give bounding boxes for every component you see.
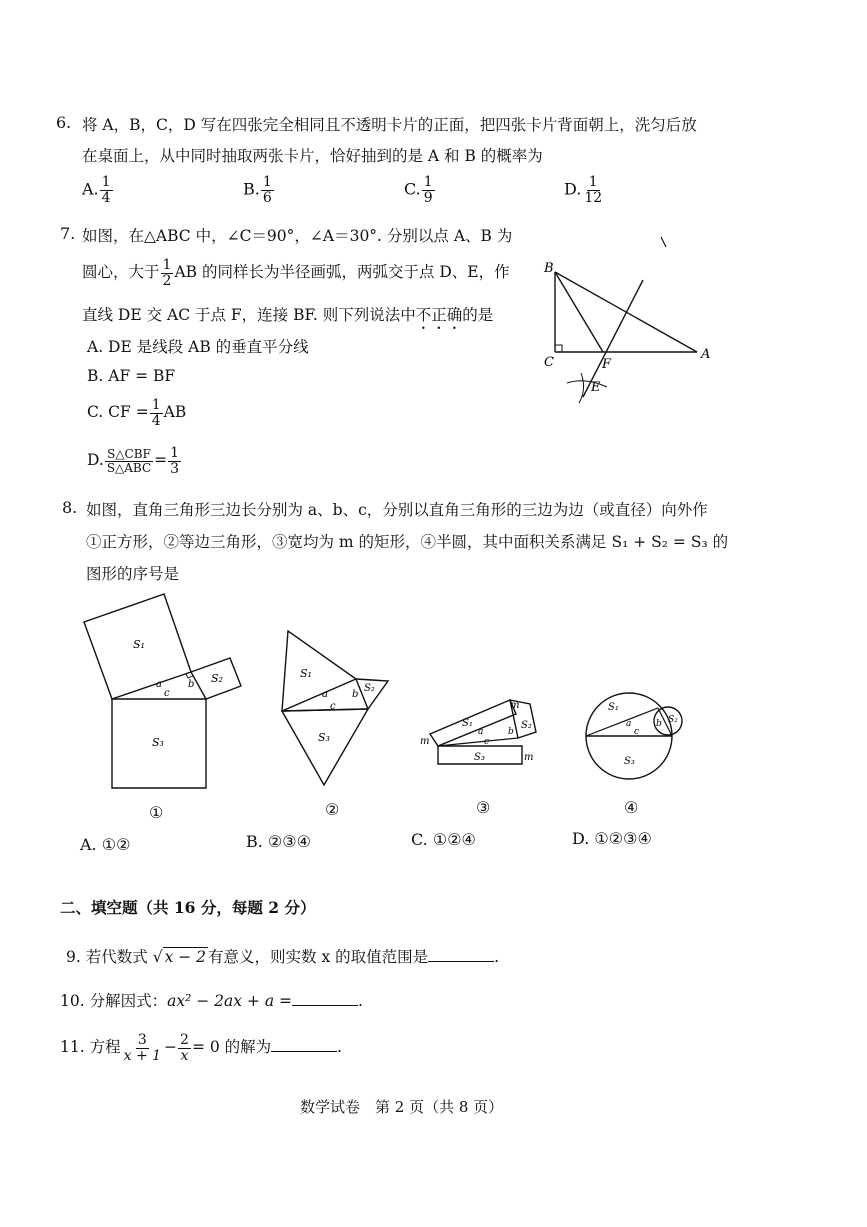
q7-option-d-den: S△ABC bbox=[106, 460, 152, 475]
q10-text-a: 分解因式： bbox=[89, 992, 168, 1010]
fig3-c: c bbox=[484, 737, 490, 747]
q8-option-b: B. ②③④ bbox=[246, 832, 311, 851]
fig4-a: a bbox=[626, 719, 632, 729]
q9-end: . bbox=[494, 948, 500, 966]
q7-option-c bbox=[87, 398, 186, 428]
q8-option-d: D. ①②③④ bbox=[572, 829, 652, 848]
q6-option-a bbox=[82, 175, 114, 205]
q8-line1: 如图，直角三角形三边长分别为 a、b、c，分别以直角三角形的三边为边（或直径）向外作 bbox=[86, 501, 708, 519]
q7-option-c-den: 4 bbox=[151, 412, 161, 429]
q6-option-d-num: 1 bbox=[588, 174, 598, 190]
q7-option-d-num: S△CBF bbox=[107, 447, 151, 462]
fig1-s3: S₃ bbox=[152, 736, 164, 749]
fig3-s1: S₁ bbox=[462, 718, 473, 729]
fig1-s1: S₁ bbox=[133, 638, 145, 651]
q6-option-d bbox=[564, 175, 605, 205]
q9-radicand: x − 2 bbox=[164, 948, 207, 966]
q7-option-c-a: C. CF = bbox=[87, 403, 149, 422]
fig2-s3: S₃ bbox=[318, 731, 330, 744]
q6-option-b-num: 1 bbox=[262, 174, 272, 190]
q9-text-a: 若代数式 bbox=[85, 948, 148, 966]
q8-number: 8. bbox=[62, 498, 78, 517]
q6-option-b bbox=[243, 175, 275, 205]
q10 bbox=[60, 989, 363, 1011]
fig3-s2: S₂ bbox=[521, 720, 532, 731]
q8-fig-label-4: ④ bbox=[624, 798, 639, 817]
q7-arc-e1 bbox=[567, 381, 607, 387]
q8-option-c: C. ①②④ bbox=[411, 830, 476, 849]
fig3-a: a bbox=[478, 727, 484, 737]
q8-fig-label-2: ② bbox=[325, 800, 340, 819]
q7-arc-e2 bbox=[579, 373, 584, 403]
q7-line-bf bbox=[555, 272, 603, 352]
fig1-a: a bbox=[156, 679, 162, 690]
q7-number: 7. bbox=[60, 224, 76, 243]
fig2-s2: S₂ bbox=[364, 683, 375, 694]
q7-option-d-label: D. bbox=[87, 451, 104, 470]
q7-right-angle-mark bbox=[555, 345, 562, 352]
fig4-s3: S₃ bbox=[624, 756, 635, 767]
q7-option-d bbox=[87, 446, 182, 476]
q7-label-a: A bbox=[701, 347, 711, 362]
fig3-b: b bbox=[508, 727, 514, 737]
q11-number: 11. bbox=[60, 1038, 85, 1057]
q7-line3-b: 的是 bbox=[462, 306, 494, 324]
q7-line2-den: 2 bbox=[162, 272, 172, 289]
q8-figure-1 bbox=[80, 588, 250, 793]
fig3-hyp bbox=[438, 738, 518, 746]
fig1-c: c bbox=[164, 688, 170, 699]
q11-text-b: = 0 的解为 bbox=[191, 1038, 272, 1057]
q11-f2-den: x bbox=[180, 1047, 189, 1064]
fig2-s1: S₁ bbox=[300, 667, 312, 680]
fig2-hyp bbox=[282, 709, 368, 711]
q11-end: . bbox=[337, 1038, 343, 1057]
q8-fig-label-1: ① bbox=[149, 803, 164, 822]
q7-line2 bbox=[82, 258, 510, 288]
q7-label-f: F bbox=[602, 357, 612, 372]
q7-option-d-rden: 3 bbox=[170, 460, 180, 477]
q7-option-b: B. AF = BF bbox=[87, 367, 176, 385]
q7-label-b: B bbox=[544, 261, 554, 276]
q7-option-c-b: AB bbox=[163, 403, 187, 422]
q9-answer-blank[interactable] bbox=[428, 947, 494, 962]
q6-option-c bbox=[404, 175, 436, 205]
page-footer: 数学试卷 第 2 页（共 8 页） bbox=[300, 1098, 504, 1116]
q7-line2-a: 圆心，大于 bbox=[82, 263, 160, 282]
q11-f2-num: 2 bbox=[180, 1032, 189, 1048]
fig3-m-right: m bbox=[524, 752, 534, 763]
q11 bbox=[60, 1033, 342, 1063]
q7-option-d-eq: = bbox=[154, 451, 168, 470]
q6-option-a-num: 1 bbox=[101, 174, 111, 190]
q7-label-c: C bbox=[544, 355, 554, 370]
q7-line1: 如图，在△ABC 中，∠C＝90°，∠A＝30°. 分别以点 A、B 为 bbox=[82, 227, 513, 245]
section-2-heading: 二、填空题（共 16 分，每题 2 分） bbox=[60, 898, 316, 917]
q7-line3-a: 直线 DE 交 AC 于点 F，连接 BF. 则下列说法中 bbox=[82, 306, 416, 324]
q7-line2-b: AB 的同样长为半径画弧，两弧交于点 D、E，作 bbox=[174, 263, 510, 282]
q10-number: 10. bbox=[60, 992, 85, 1010]
fig4-s1: S₁ bbox=[608, 702, 619, 713]
q7-line2-num: 1 bbox=[162, 257, 172, 273]
q11-minus: − bbox=[164, 1038, 178, 1057]
q11-f1-num: 3 bbox=[137, 1032, 147, 1048]
q7-option-a: A. DE 是线段 AB 的垂直平分线 bbox=[87, 338, 309, 356]
q6-line1: 将 A，B，C，D 写在四张完全相同且不透明卡片的正面，把四张卡片背面朝上，洗匀后放 bbox=[82, 116, 697, 134]
fig1-s2: S₂ bbox=[211, 672, 223, 685]
fig3-m-top: m bbox=[510, 700, 520, 711]
q7-triangle-figure bbox=[535, 225, 720, 410]
q6-number: 6. bbox=[56, 113, 72, 132]
q6-line2: 在桌面上，从中同时抽取两张卡片，恰好抽到的是 A 和 B 的概率为 bbox=[82, 147, 543, 165]
q11-text-a: 方程 bbox=[89, 1038, 121, 1057]
q11-f1-den: x + 1 bbox=[123, 1047, 162, 1064]
q10-end: . bbox=[358, 992, 363, 1010]
q8-fig-label-3: ③ bbox=[476, 798, 491, 817]
q7-label-e: E bbox=[591, 380, 601, 395]
q6-option-c-den: 9 bbox=[423, 189, 433, 206]
q7-option-c-num: 1 bbox=[151, 397, 161, 413]
q8-figure-4 bbox=[578, 670, 708, 795]
q8-line2: ①正方形，②等边三角形，③宽均为 m 的矩形，④半圆，其中面积关系满足 S₁ + S₂ = S₃ 的 bbox=[86, 533, 729, 551]
q6-option-d-den: 12 bbox=[584, 189, 603, 206]
fig2-triangle-s1 bbox=[282, 631, 359, 711]
q7-option-d-rnum: 1 bbox=[170, 445, 180, 461]
fig4-leg-a bbox=[586, 708, 658, 736]
fig4-s2: S₂ bbox=[668, 715, 678, 725]
q8-line3: 图形的序号是 bbox=[86, 565, 180, 583]
fig2-a: a bbox=[322, 689, 328, 700]
q6-option-d-label: D. bbox=[564, 179, 582, 199]
q9 bbox=[66, 945, 499, 967]
q7-line3 bbox=[82, 303, 493, 333]
q6-option-a-den: 4 bbox=[101, 189, 111, 206]
fig2-triangle-s3 bbox=[282, 709, 368, 785]
q6-option-c-label: C. bbox=[404, 179, 421, 199]
q8-figure-3 bbox=[418, 690, 558, 780]
fig2-c: c bbox=[330, 701, 336, 712]
q9-text-b: 有意义，则实数 x 的取值范围是 bbox=[208, 948, 429, 966]
q11-answer-blank[interactable] bbox=[271, 1037, 337, 1052]
q7-arc-d bbox=[661, 237, 666, 247]
fig2-b: b bbox=[352, 689, 359, 700]
fig4-c: c bbox=[634, 727, 640, 737]
fig3-s3: S₃ bbox=[474, 752, 485, 763]
q8-figure-2 bbox=[270, 625, 400, 790]
q9-number: 9. bbox=[66, 948, 81, 966]
q10-expr: ax² − 2ax + a = bbox=[167, 992, 292, 1010]
q6-option-c-num: 1 bbox=[423, 174, 433, 190]
q7-line3-emph: 不正确 bbox=[415, 306, 463, 324]
fig1-b: b bbox=[188, 679, 195, 690]
fig4-b: b bbox=[656, 719, 662, 729]
sqrt-symbol-icon: √ bbox=[152, 948, 163, 966]
q8-option-a: A. ①② bbox=[80, 835, 131, 854]
q10-answer-blank[interactable] bbox=[292, 991, 358, 1006]
fig3-m-left: m bbox=[420, 736, 430, 747]
q6-option-b-den: 6 bbox=[262, 189, 272, 206]
q6-option-a-label: A. bbox=[82, 179, 99, 199]
q6-option-b-label: B. bbox=[243, 179, 260, 199]
